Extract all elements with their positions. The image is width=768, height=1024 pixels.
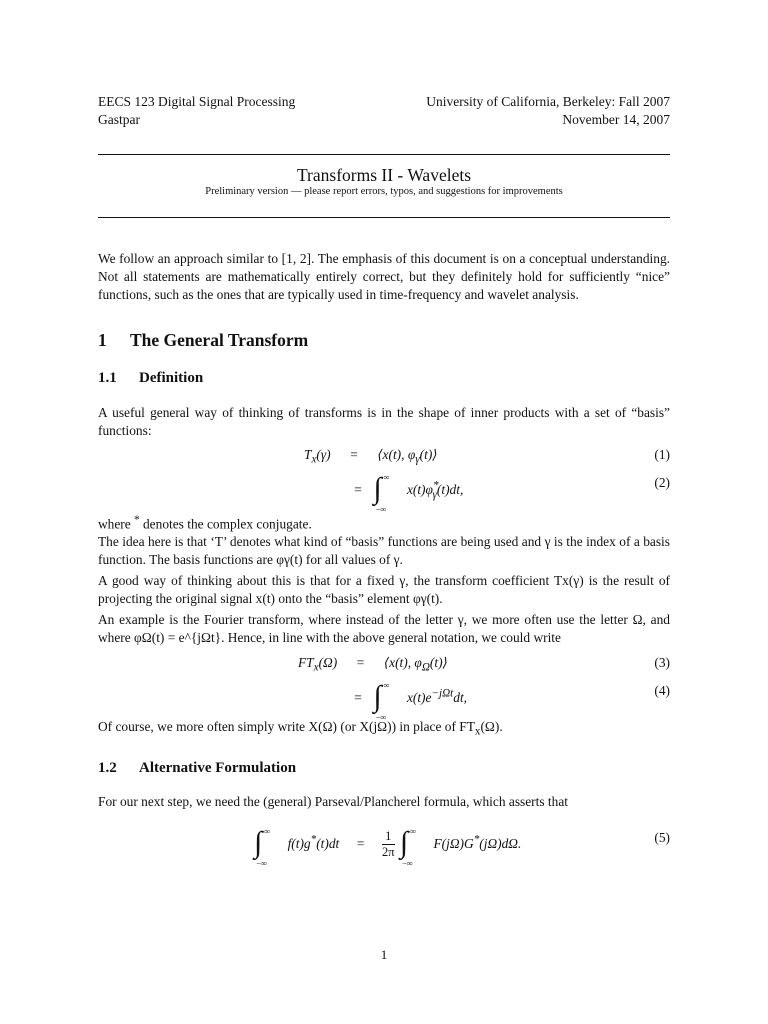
eq1-rhs-main: ⟨x(t), φ — [377, 447, 416, 462]
eq5-lhs-tail: (t)dt — [316, 836, 340, 851]
eq5-upper-limit: ∞ — [264, 825, 271, 836]
eq5-lhs-sup: * — [310, 833, 317, 846]
eq5-frac-denominator: 2π — [382, 845, 395, 860]
document-title: Transforms II - Wavelets — [296, 165, 472, 185]
eq5-rhs-limits — [402, 825, 430, 868]
eq1-rhs — [377, 447, 438, 466]
subsection-number: 1.2 — [98, 760, 117, 776]
conj-text-a: where — [98, 516, 135, 532]
eq4-rel: = — [354, 690, 362, 705]
eq1-lhs-symbol: T — [304, 447, 312, 462]
eq5-rhs-tail: (jΩ)dΩ. — [479, 836, 522, 851]
eq4-limits — [375, 679, 404, 722]
bottom-rule — [98, 217, 670, 218]
eq1-rel: = — [350, 447, 358, 462]
eq5-rel: = — [356, 836, 365, 851]
integral-sign: ∫ — [373, 472, 382, 505]
example-paragraph: An example is the Fourier transform, where instead of the letter γ, we more often use the letter Ω, and where φΩ(t) = e^{jΩt}. Hence, in line with the above general notation, we could write — [98, 612, 670, 646]
document-subtitle: Preliminary version — please report errors, typos, and suggestions for improvements — [205, 186, 563, 197]
course-name: EECS 123 Digital Signal Processing — [98, 94, 296, 109]
eq3-lhs — [298, 655, 338, 674]
section-heading — [98, 330, 308, 351]
eq4-sup: −jΩt — [431, 687, 454, 700]
eq1-lhs — [304, 447, 331, 466]
eq3-rhs-sub: Ω — [421, 661, 430, 674]
integral-sign: ∫ — [373, 680, 382, 713]
eq4-integrand-main: x(t)e — [406, 690, 432, 705]
eq2-sub: γ — [432, 488, 437, 501]
equation-3 — [298, 655, 448, 674]
instructor-name: Gastpar — [98, 112, 140, 127]
eq5-fraction — [382, 829, 395, 860]
eq5-number: (5) — [654, 830, 670, 845]
conj-text-b: denotes the complex conjugate. — [139, 516, 312, 532]
institution: University of California, Berkeley: Fall 2007 — [426, 94, 670, 109]
top-rule — [98, 154, 670, 155]
eq2-limits — [375, 471, 404, 514]
course-sub: x — [474, 725, 481, 738]
intro-paragraph: We follow an approach similar to [1, 2]. The emphasis of this document is on a conceptual understanding. Not all statements are mathematically entirely correct, but they definitely hold for sufficiently “nice” functions, such as the ones that are typically used in time-frequency and wavelet analysis. — [98, 251, 670, 303]
good-way-paragraph: A good way of thinking about this is that for a fixed γ, the transform coefficient Tx(γ) is the result of projecting the original signal x(t) onto the “basis” element φγ(t). — [98, 573, 670, 607]
eq5-lhs — [287, 833, 340, 851]
eq2-integrand-main: x(t)φ — [406, 482, 433, 497]
integral-sign: ∫ — [399, 826, 409, 859]
eq5-lhs-main: f(t)g — [287, 836, 311, 851]
eq2-sup: * — [432, 479, 439, 492]
eq1-rhs-sub: γ — [415, 453, 420, 466]
eq4-lower-limit: −∞ — [375, 711, 387, 722]
equation-2 — [346, 468, 464, 514]
eq2-upper-limit: ∞ — [383, 471, 390, 482]
conj-sup: * — [134, 514, 140, 526]
section-title: The General Transform — [130, 330, 309, 350]
date: November 14, 2007 — [562, 112, 670, 127]
eq1-lhs-sub: x — [311, 453, 317, 466]
eq5-rhs-upper-limit: ∞ — [410, 825, 417, 836]
eq5-lower-limit: −∞ — [256, 857, 268, 868]
eq5-rhs-sup: * — [473, 833, 480, 846]
eq5-rhs-main: F(jΩ)G — [433, 836, 474, 851]
subsection-heading — [98, 760, 296, 777]
eq3-lhs-symbol: FT — [298, 655, 314, 670]
parseval-paragraph: For our next step, we need the (general) Parseval/Plancherel formula, which asserts that — [98, 794, 568, 809]
course-text-b: (Ω). — [480, 719, 503, 734]
eq3-rhs-main: ⟨x(t), φ — [383, 655, 422, 670]
eq3-rhs-end: (t)⟩ — [429, 655, 448, 670]
definition-paragraph: A useful general way of thinking of transforms is in the shape of inner products with a set of “basis” functions: — [98, 405, 670, 439]
eq4-upper-limit: ∞ — [383, 679, 390, 690]
equation-5 — [254, 822, 522, 868]
header-right — [370, 93, 670, 129]
eq4-integrand — [406, 687, 468, 705]
page-number: 1 — [380, 947, 388, 962]
eq5-rhs — [433, 833, 522, 851]
header-left — [98, 93, 295, 129]
subsection-heading — [98, 370, 203, 387]
subsection-title: Alternative Formulation — [139, 760, 297, 776]
course-text-a: Of course, we more often simply write X(Ω) (or X(jΩ)) in place of FT — [98, 719, 475, 734]
eq3-rel: = — [356, 655, 365, 670]
eq5-frac-numerator: 1 — [382, 829, 395, 845]
conjugate-note — [98, 511, 670, 534]
eq3-rhs — [383, 655, 448, 674]
eq1-rhs-end: (t)⟩ — [419, 447, 438, 462]
equation-1 — [304, 447, 438, 466]
section-number: 1 — [98, 330, 107, 350]
eq1-lhs-arg: (γ) — [316, 447, 331, 462]
eq5-rhs-lower-limit: −∞ — [402, 857, 413, 868]
eq2-lower-limit: −∞ — [375, 503, 387, 514]
eq4-tail: dt, — [453, 690, 468, 705]
equation-4 — [346, 676, 468, 722]
eq3-lhs-arg: (Ω) — [318, 655, 338, 670]
idea-paragraph: The idea here is that ‘T’ denotes what kind of “basis” functions are being used and γ is the index of a basis function. The basis functions are φγ(t) for all values of γ. — [98, 534, 670, 568]
eq3-number: (3) — [654, 655, 670, 670]
of-course-paragraph — [98, 718, 670, 741]
integral-sign: ∫ — [254, 826, 263, 859]
subsection-number: 1.1 — [98, 370, 117, 386]
eq5-lhs-limits — [256, 825, 284, 868]
subsection-title: Definition — [139, 370, 204, 386]
eq1-number: (1) — [654, 447, 670, 462]
eq2-rel: = — [354, 482, 362, 497]
eq3-lhs-sub: x — [313, 661, 319, 674]
eq2-integrand — [406, 479, 464, 501]
eq2-number: (2) — [654, 475, 670, 490]
eq4-number: (4) — [654, 683, 670, 698]
eq2-tail: (t)dt, — [436, 482, 464, 497]
